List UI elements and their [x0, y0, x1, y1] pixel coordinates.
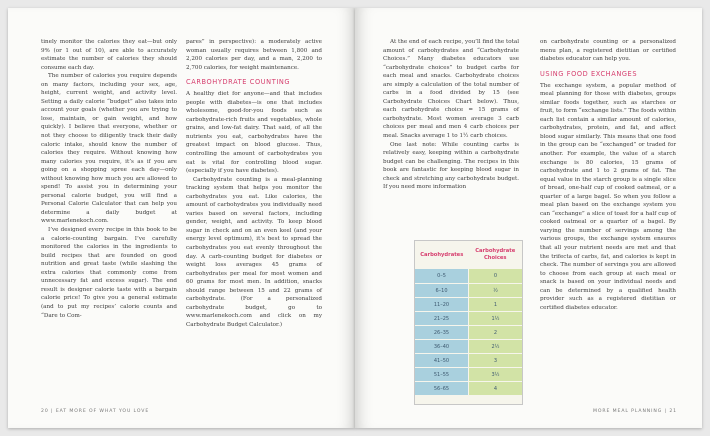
paragraph: At the end of each recipe, you’ll find the total amount of carbohydrates and “Carbohydrate Choices.” Many diabetes educators use “carbohydrate choices” to budget carbs for each meal and snacks. Carbohydrate choices are simply a calculation of the total number of carbs in a food divided by 15 (see Carbohydrate Choices Chart below). Thus, each carbohydrate choice = 15 grams of carbohydrate. Most women average 3 carb choices per meal and men 4 carb choices per meal. Snacks average 1 to 1½ carb choices. [383, 39, 519, 140]
right-page [355, 8, 702, 428]
table-row [415, 269, 522, 283]
table-row [415, 311, 522, 325]
left-column-1 [41, 38, 177, 320]
table-row [415, 283, 522, 297]
table-header [415, 241, 522, 269]
carbs-cell: 56–65 [415, 381, 469, 395]
paragraph: pares” in perspective): a moderately active woman usually requires between 1,800 and 2,200 calories per day, and a man, 2,200 to 2,700 calories, for weight maintenance. [186, 39, 322, 71]
table-row [415, 381, 522, 395]
right-column-1 [383, 38, 519, 192]
carbs-cell: 26–35 [415, 325, 469, 339]
section-heading-food-exchanges: USING FOOD EXCHANGES [540, 69, 638, 78]
right-column-2 [540, 38, 676, 312]
carbs-cell: 6–10 [415, 283, 469, 297]
choices-cell: 2½ [469, 339, 522, 353]
choices-cell: 4 [469, 381, 522, 395]
left-page [8, 8, 355, 428]
table-row [415, 367, 522, 381]
right-page-footer: MORE MEAL PLANNING | 21 [593, 409, 677, 414]
choices-cell: 3 [469, 353, 522, 367]
paragraph: The exchange system, a popular method of meal planning for those with diabetes, groups similar foods together, such as starches or fruit, to form “exchange lists.” The foods within each list contain a similar amount of calories, carbohydrates, protein, and fat, and affect blood sugar similarly. This means that one food in the group can be “exchanged” or traded for another. For example, the value of a starch exchange is 80 calories, 15 grams of carbohydrate and 1 to 2 grams of fat. The equal value in the starch group is a single slice of bread, one-half cup of cooked oatmeal, or a quarter of a large bagel. So when you follow a meal plan based on the exchange system you can “exchange” a slice of toast for a half cup of cooked oatmeal or a quarter of a bagel. By varying the number of servings among the various groups, the exchange system ensures that all your nutrient needs are met and that the trifecta of carbs, fat, and calories is kept in check. The number of servings you are allowed to choose from each group at each meal or snack is based on your individual needs and can be determined by a qualified health provider such as a registered dietitian or certified diabetes educator. [540, 82, 676, 311]
paragraph: on carbohydrate counting or a personalized menu plan, a registered dietitian or certified diabetes educator can help you. [540, 39, 676, 63]
table-row [415, 325, 522, 339]
paragraph: A healthy diet for anyone—and that includes people with diabetes—is one that includes wholesome, good-for-you foods such as carbohydrate-rich fruits and vegetables, whole grains, and low-fat dairy. That said, of all the nutrients you eat, carbohydrates have the greatest impact on blood glucose. Thus, controlling the amount of carbohydrates you eat is vital for controlling blood sugar. (especially if you have diabetes). [186, 91, 322, 175]
carbs-cell: 41–50 [415, 353, 469, 367]
carbs-cell: 0–5 [415, 269, 469, 283]
section-heading-carb-counting: CARBOHYDRATE COUNTING [186, 78, 291, 87]
left-column-2 [186, 38, 322, 330]
column-header-carb-choices: Carbohydrate Choices [475, 248, 516, 261]
table-footer-space [415, 395, 522, 404]
column-header-carbohydrates: Carbohydrates [420, 251, 464, 258]
paragraph: I’ve designed every recipe in this book to be a calorie-counting bargain. I’ve carefully monitored the calories in the ingredients to build recipes that are founded on good nutrition and great taste (while slashing the extra calories that commonly come from unnecessary fat and excess sugar). The end result is designer calorie taste with a bargain calorie price! To give you a general estimate (and to put my recipes’ calorie counts and “Dare to Com- [41, 227, 177, 319]
choices-cell: 1 [469, 297, 522, 311]
table-row [415, 297, 522, 311]
choices-cell: ½ [469, 283, 522, 297]
choices-cell: 0 [469, 269, 522, 283]
paragraph: One last note: While counting carbs is relatively easy, keeping within a carbohydrate budget can be challenging. The recipes in this book are fantastic for keeping blood sugar in check and stretching any carbohydrate budget. If you need more information [383, 141, 519, 191]
choices-cell: 1½ [469, 311, 522, 325]
paragraph: Carbohydrate counting is a meal-planning tracking system that helps you monitor the carbohydrates you eat. Like calories, the amount of carbohydrates you individually need varies based on several factors, including gender, weight, and activity. To keep blood sugar in check and on an even keel (and your energy level optimum), it’s best to spread the carbohydrates you eat evenly throughout the day. A carb-counting budget for diabetes or weight loss averages 45 grams of carbohydrates per meal for most women and 60 grams for most men. In addition, snacks should range between 15 and 22 grams of carbohydrate. (For a personalized carbohydrate budget, go to www.marlenekoch.com and click on my Carbohydrate Budget Calculator.) [186, 176, 322, 328]
paragraph: The number of calories you require depends on many factors, including your sex, age, height, current weight, and activity level. Setting a daily calorie “budget” also takes into account your goals (whether you are trying to lose, maintain, or gain weight, and how quickly). I believe that everyone, whether or not they choose to diligently track their daily caloric intake, should know the number of calories they require. Without knowing how many calories you require, it’s as if you are going on a shopping spree each day—only without knowing how much you are allowed to spend! To assist you in determining your personal calorie budget, you will find a Personal Calorie Calculator that can help you determine a daily budget at www.marlenekoch.com. [41, 73, 177, 225]
carbs-cell: 11–20 [415, 297, 469, 311]
table-row [415, 339, 522, 353]
carbs-cell: 36–40 [415, 339, 469, 353]
left-page-footer: 20 | EAT MORE OF WHAT YOU LOVE [41, 409, 150, 414]
carbs-cell: 21–25 [415, 311, 469, 325]
choices-cell: 3½ [469, 367, 522, 381]
table-row [415, 353, 522, 367]
carbs-cell: 51–55 [415, 367, 469, 381]
choices-cell: 2 [469, 325, 522, 339]
carbohydrate-choices-table [414, 240, 523, 405]
paragraph: tinely monitor the calories they eat—but only 9% (or 1 out of 10), are able to accurately estimate the number of calories they should consume each day. [41, 39, 177, 71]
